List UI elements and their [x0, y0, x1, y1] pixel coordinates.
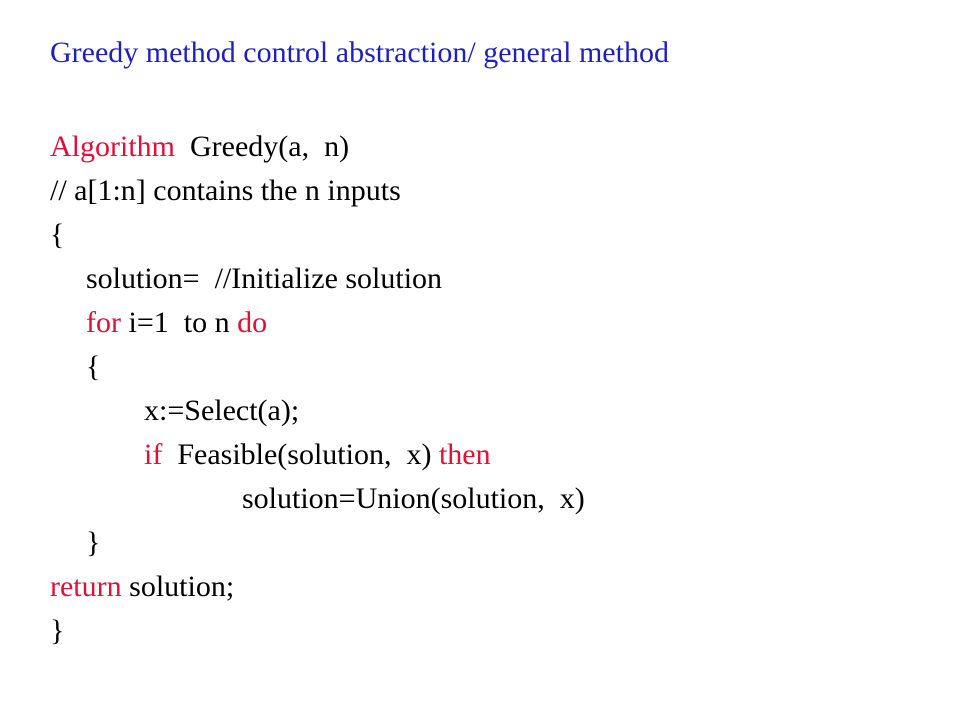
- for-range: i=1 to n: [120, 306, 238, 339]
- keyword-for: for: [86, 306, 121, 339]
- return-value: solution;: [121, 570, 235, 603]
- return-line: [50, 570, 234, 604]
- open-brace: {: [50, 218, 65, 251]
- keyword-then: then: [438, 438, 491, 471]
- loop-open-brace: {: [86, 350, 101, 383]
- algorithm-header: [50, 130, 349, 164]
- close-brace: }: [50, 614, 65, 647]
- if-line: [144, 438, 491, 472]
- if-condition: Feasible(solution, x): [162, 438, 439, 471]
- init-line: solution= //Initialize solution: [86, 262, 443, 295]
- keyword-return: return: [50, 570, 122, 603]
- keyword-algorithm: Algorithm: [50, 130, 175, 163]
- select-line: x:=Select(a);: [144, 394, 300, 427]
- comment-line: // a[1:n] contains the n inputs: [50, 174, 401, 207]
- for-line: [86, 306, 267, 340]
- algorithm-signature: Greedy(a, n): [175, 130, 350, 163]
- keyword-do: do: [237, 306, 268, 339]
- slide-title: Greedy method control abstraction/ general method: [50, 36, 669, 69]
- loop-close-brace: }: [86, 526, 101, 559]
- union-line: solution=Union(solution, x): [242, 482, 585, 515]
- keyword-if: if: [144, 438, 163, 471]
